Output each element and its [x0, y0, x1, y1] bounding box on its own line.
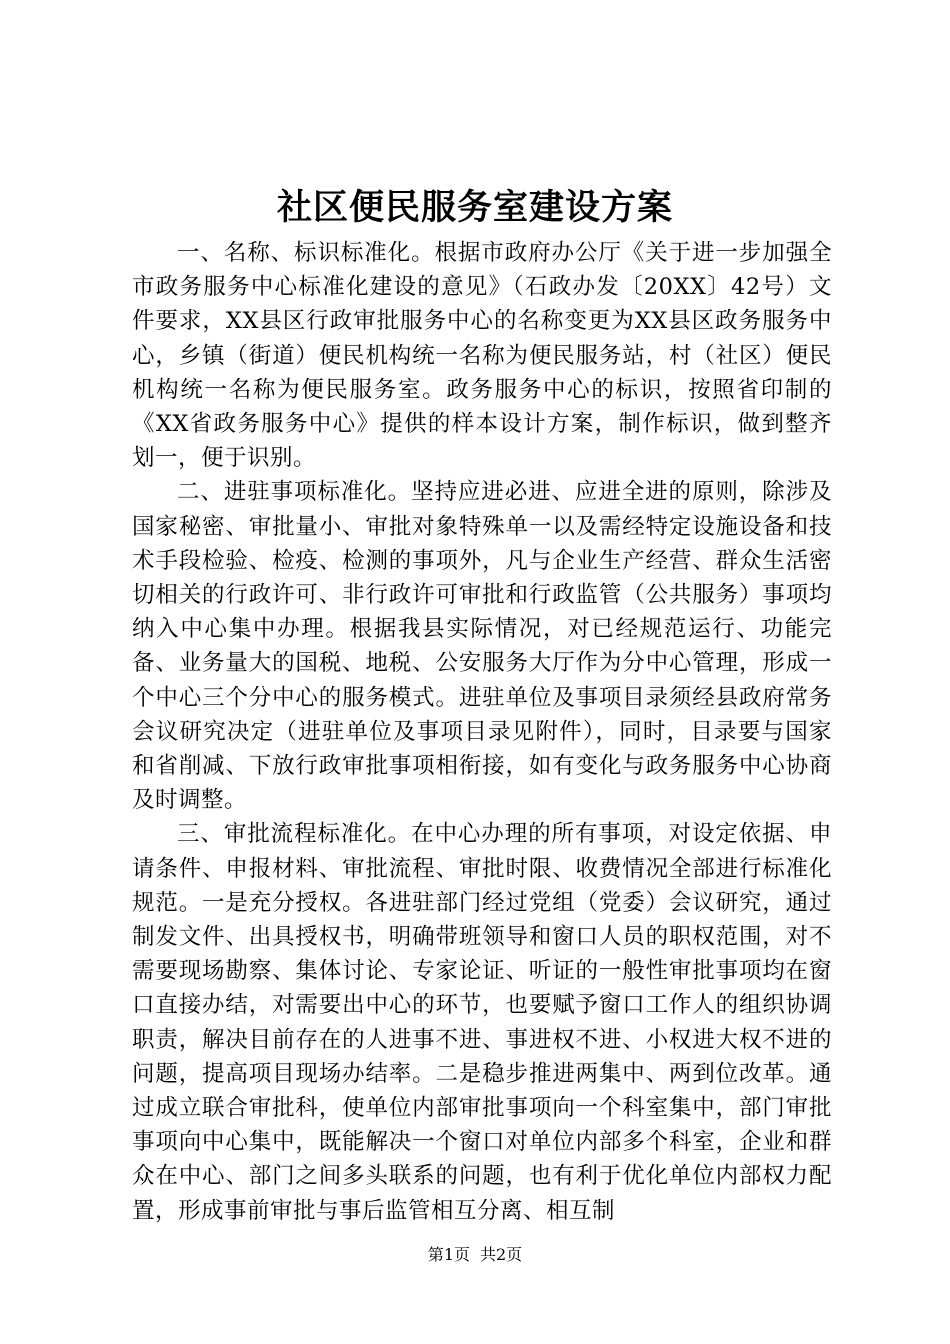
paragraph-naming-standardization: 一、名称、标识标准化。根据市政府办公厅《关于进一步加强全市政务服务中心标准化建设的意见》（石政办发〔20XX〕42号）文件要求，XX县区行政审批服务中心的名称变更为XX县区政务服务中心，乡镇（街道）便民机构统一名称为便民服务站，村（社区）便民机构统一名称为便民服务室。政务服务中心的标识，按照省印制的《XX省政务服务中心》提供的样本设计方案，制作标识，做到整齐划一，便于识别。	[132, 240, 832, 472]
page-footer	[0, 1244, 950, 1266]
document-title: 社区便民服务室建设方案	[276, 187, 673, 228]
paragraph-process-standardization: 三、审批流程标准化。在中心办理的所有事项，对设定依据、申请条件、申报材料、审批流程、审批时限、收费情况全部进行标准化规范。一是充分授权。各进驻部门经过党组（党委）会议研究，通过制发文件、出具授权书，明确带班领导和窗口人员的职权范围，对不需要现场勘察、集体讨论、专家论证、听证的一般性审批事项均在窗口直接办结，对需要出中心的环节，也要赋予窗口工作人的组织协调职责，解决目前存在的人进事不进、事进权不进、小权进大权不进的问题，提高项目现场办结率。二是稳步推进两集中、两到位改革。通过成立联合审批科，使单位内部审批事项向一个科室集中，部门审批事项向中心集中，既能解决一个窗口对单位内部多个科室，企业和群众在中心、部门之间多头联系的问题，也有利于优化单位内部权力配置，形成事前审批与事后监管相互分离、相互制	[132, 821, 832, 1224]
document-body	[132, 236, 832, 1228]
page-total: 共2页	[480, 1245, 523, 1264]
page-number: 第1页	[427, 1245, 470, 1264]
paragraph-items-standardization: 二、进驻事项标准化。坚持应进必进、应进全进的原则，除涉及国家秘密、审批量小、审批对象特殊单一以及需经特定设施设备和技术手段检验、检疫、检测的事项外，凡与企业生产经营、群众生活密切相关的行政许可、非行政许可审批和行政监管（公共服务）事项均纳入中心集中办理。根据我县实际情况，对已经规范运行、功能完备、业务量大的国税、地税、公安服务大厅作为分中心管理，形成一个中心三个分中心的服务模式。进驻单位及事项目录须经县政府常务会议研究决定（进驻单位及事项目录见附件），同时，目录要与国家和省削减、下放行政审批事项相衔接，如有变化与政务服务中心协商及时调整。	[132, 479, 832, 814]
